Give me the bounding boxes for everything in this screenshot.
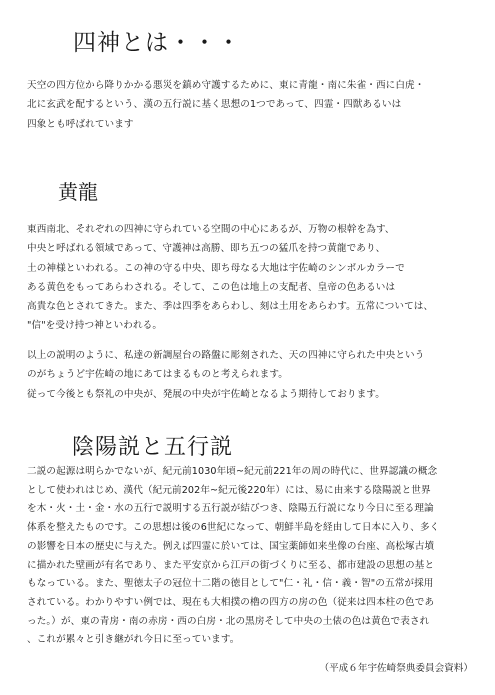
text-line: に描かれた壁画が有名であり、また平安京から江戸の街づくりに至る、都市建設の思想の基と [27,559,435,571]
source-note: （平成６年宇佐崎祭典委員会資料） [319,663,473,674]
text-line: 東西南北、それぞれの四神に守られている空間の中心にあるが、万物の根幹を為す、 [27,224,395,235]
text-line: 従って今後とも祭礼の中央が、発展の中央が宇佐崎となるよう期待しております。 [27,388,385,400]
text-line: されている。わかりやすい例では、現在も大相撲の櫓の四方の房の色（従来は四本柱の色であ [27,596,435,608]
text-line: 高貴な色とされてきた。また、季は四季をあらわし、刻は土用をあらわす。五常については、 [27,301,434,313]
text-line: った。）が、東の青房・南の赤房・西の白房・北の黒房そして中央の土俵の色は黄色で表され [27,615,430,627]
text-line: 土の神様といわれる。この神の守る中央、即ち母なる大地は宇佐崎のシンボルカラーで [27,262,405,274]
text-line: を木・火・土・金・水の五行で説明する五行説が結びつき、陰陽五行説になり今日に至る理論 [27,503,434,515]
text-line: 天空の四方位から降りかかる悪災を鎮め守護するために、東に青龍・南に朱雀・西に白虎・ [27,80,425,91]
onmyo-paragraph [27,463,471,650]
text-line: 、これが累々と引き継がれ今日に至っています。 [27,634,240,646]
text-line: "信"を受け持つ神といわれる。 [27,320,163,332]
text-line: ある黄色をもってあらわされる。そして、この色は地上の支配者、皇帝の色あるいは [27,281,396,293]
text-line: 以上の説明のように、私達の新調屋台の路盤に彫刻された、天の四神に守られた中央という [27,350,425,361]
text-line: の影響を日本の歴史に与えた。例えば四霊に於いては、国宝薬師如来坐像の台座、高松塚古墳 [27,540,435,552]
page-title: 四神とは・・・ [73,30,241,56]
text-line: 二説の起源は明らかでないが、紀元前1030年頃~紀元前221年の周の時代に、世界認識の概念 [27,466,438,477]
text-line: として使われはじめ、漢代（紀元前202年~紀元後220年）には、易に由来する陰陽説と世界 [27,484,431,496]
kouryu-paragraph [27,220,471,336]
text-line: のがちょうど宇佐崎の地にあてはまるものと考えられます。 [27,369,288,381]
text-line: もなっている。また、聖徳太子の冠位十二階の徳目として"仁・礼・信・義・智"の五常が採用 [27,578,434,590]
section-heading-onmyo: 陰陽説と五行説 [72,435,234,460]
text-line: 北に玄武を配するという、漢の五行説に基く思想の1つであって、四霊・四獣あるいは [27,99,402,111]
section-heading-kouryu: 黄龍 [58,180,98,204]
text-line: 四象とも呼ばれています [27,118,134,130]
explanation-paragraph [27,346,471,404]
text-line: 中央と呼ばれる領域であって、守護神は高勝、即ち五つの猛爪を持つ黄龍であり、 [27,243,386,255]
intro-paragraph [27,76,471,134]
text-line: 体系を整えたものです。この思想は後の6世紀になって、朝鮮半島を経由して日本に入り、多く [27,522,440,534]
